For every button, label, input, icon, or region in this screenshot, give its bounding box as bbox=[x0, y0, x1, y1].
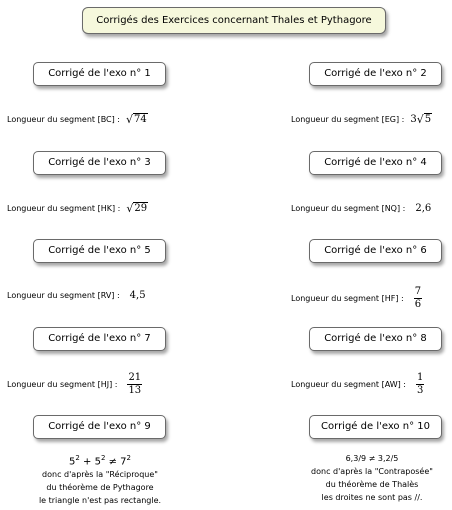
answer-value bbox=[414, 287, 422, 310]
segment-label: Longueur du segment [HJ] : bbox=[7, 380, 118, 389]
coefficient: 3 bbox=[410, 113, 417, 125]
denominator: 6 bbox=[414, 299, 422, 310]
radicand: 29 bbox=[134, 203, 148, 214]
exo-10-conclusion bbox=[297, 452, 447, 504]
radicand: 74 bbox=[134, 114, 147, 125]
exo-2-answer bbox=[291, 113, 432, 125]
numerator: 21 bbox=[128, 372, 142, 383]
exo-9-button[interactable]: Corrigé de l'exo n° 9 bbox=[33, 415, 166, 439]
exo-9-line-2: du théorème de Pythagore bbox=[46, 483, 154, 493]
exo-8-answer bbox=[291, 373, 424, 396]
exo-5-answer bbox=[7, 290, 146, 301]
denominator: 3 bbox=[417, 385, 424, 396]
segment-label: Longueur du segment [HF] : bbox=[291, 294, 404, 303]
exo-9-line-1: donc d'après la "Réciproque" bbox=[42, 470, 158, 480]
answer-value: 3 √ 5 bbox=[410, 113, 432, 126]
exo-5-button[interactable]: Corrigé de l'exo n° 5 bbox=[33, 239, 166, 263]
segment-label: Longueur du segment [AW] : bbox=[291, 380, 407, 389]
answer-value bbox=[416, 373, 424, 396]
exo-3-answer bbox=[7, 202, 148, 214]
exo-9-line-3: le triangle n'est pas rectangle. bbox=[38, 496, 162, 506]
exo-10-line-2: du théorème de Thalès bbox=[325, 480, 419, 489]
exo-1-button[interactable]: Corrigé de l'exo n° 1 bbox=[33, 62, 166, 86]
numerator: 1 bbox=[417, 372, 424, 383]
answer-value: √ 29 bbox=[126, 202, 148, 215]
answer-value: 4,5 bbox=[129, 290, 146, 301]
exo-4-answer bbox=[291, 203, 431, 214]
answer-value: 2,6 bbox=[415, 203, 432, 214]
exo-7-button[interactable]: Corrigé de l'exo n° 7 bbox=[33, 327, 166, 351]
page-title: Corrigés des Exercices concernant Thales et Pythagore bbox=[82, 7, 386, 34]
exo-2-button[interactable]: Corrigé de l'exo n° 2 bbox=[309, 62, 442, 86]
denominator: 13 bbox=[128, 385, 142, 396]
exo-9-equation: $5^2 + 5^2 \ne 7^2$ bbox=[68, 454, 132, 468]
exo-8-button[interactable]: Corrigé de l'exo n° 8 bbox=[309, 327, 442, 351]
exo-1-answer bbox=[7, 113, 148, 125]
segment-label: Longueur du segment [EG] : bbox=[291, 114, 405, 124]
numerator: 7 bbox=[414, 286, 422, 297]
exo-6-answer bbox=[291, 287, 422, 310]
exo-10-equation: 6,3/9 ≠ 3,2/5 bbox=[345, 454, 399, 463]
segment-label: Longueur du segment [HK] : bbox=[7, 203, 121, 213]
answer-value bbox=[127, 373, 142, 396]
exo-10-line-3: les droites ne sont pas //. bbox=[321, 493, 423, 502]
exo-9-conclusion bbox=[25, 452, 175, 507]
exo-6-button[interactable]: Corrigé de l'exo n° 6 bbox=[309, 239, 442, 263]
segment-label: Longueur du segment [BC] : bbox=[7, 114, 120, 124]
segment-label: Longueur du segment [NQ] : bbox=[291, 204, 406, 213]
segment-label: Longueur du segment [RV] : bbox=[7, 291, 120, 300]
exo-10-button[interactable]: Corrigé de l'exo n° 10 bbox=[309, 415, 442, 439]
answer-value: √ 74 bbox=[126, 113, 147, 126]
exo-7-answer bbox=[7, 373, 142, 396]
exo-4-button[interactable]: Corrigé de l'exo n° 4 bbox=[309, 151, 442, 175]
exo-3-button[interactable]: Corrigé de l'exo n° 3 bbox=[33, 151, 166, 175]
exo-10-line-1: donc d'après la "Contraposée" bbox=[311, 467, 433, 476]
radicand: 5 bbox=[424, 114, 432, 125]
